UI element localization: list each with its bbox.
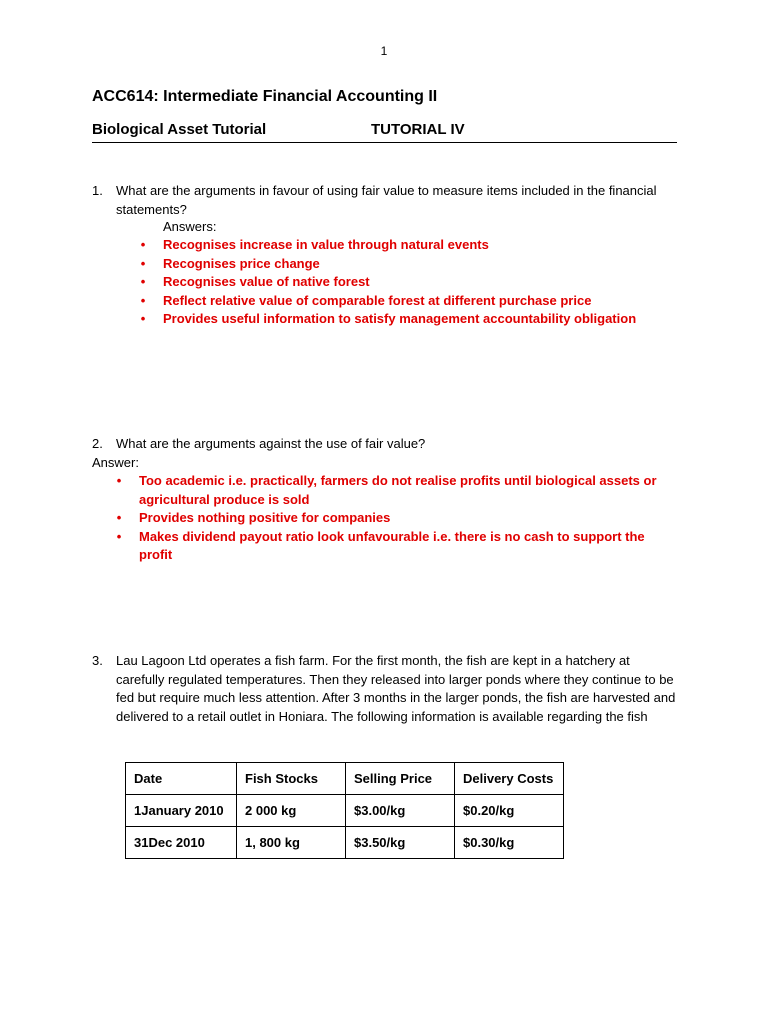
header-selling-price: Selling Price: [346, 763, 455, 795]
table-cell: $0.30/kg: [455, 827, 564, 859]
answer-text: Provides useful information to satisfy management accountability obligation: [163, 311, 637, 326]
answer-text: Recognises increase in value through natural events: [163, 237, 489, 252]
page-number: 1: [380, 44, 388, 58]
table-header-row: [126, 763, 564, 795]
table-cell: 1, 800 kg: [237, 827, 346, 859]
list-item: [140, 310, 683, 329]
fish-data-table: [125, 762, 564, 859]
tutorial-number: TUTORIAL IV: [371, 121, 465, 138]
answer-text: Reflect relative value of comparable forest at different purchase price: [163, 292, 592, 308]
answers-label: Answers:: [163, 219, 217, 234]
table-row: [126, 795, 564, 827]
table-cell: $3.50/kg: [346, 827, 455, 859]
list-item: [140, 255, 683, 274]
table-cell: 2 000 kg: [237, 795, 346, 827]
bullet-icon: •: [140, 311, 146, 326]
header-date: Date: [126, 763, 237, 795]
table-cell: 31Dec 2010: [126, 827, 237, 859]
header-fish-stocks: Fish Stocks: [237, 763, 346, 795]
question-text: What are the arguments against the use of fair value?: [116, 436, 426, 451]
question-number: 3.: [92, 653, 103, 668]
answer-text: Provides nothing positive for companies: [139, 510, 391, 525]
table-cell: $0.20/kg: [455, 795, 564, 827]
bullet-icon: •: [140, 274, 146, 289]
list-item: [116, 509, 679, 528]
list-item: [140, 292, 683, 311]
header-divider: [92, 142, 677, 143]
tutorial-subject: Biological Asset Tutorial: [92, 121, 267, 138]
question-number: 1.: [92, 183, 103, 198]
bullet-icon: •: [116, 528, 122, 544]
question-text: What are the arguments in favour of using fair value to measure items included in the financial statements?: [116, 183, 657, 217]
answer-text: Too academic i.e. practically, farmers do not realise profits until biological assets or agricultural produce is sold: [139, 473, 657, 507]
bullet-icon: •: [140, 237, 146, 252]
answer-text: Recognises price change: [163, 255, 320, 271]
table-cell: $3.00/kg: [346, 795, 455, 827]
list-item: [140, 273, 683, 292]
table-cell: 1January 2010: [126, 795, 237, 827]
list-item: [140, 236, 683, 255]
list-item: [116, 472, 679, 509]
answer-text: Recognises value of native forest: [163, 274, 370, 289]
bullet-icon: •: [140, 255, 146, 271]
answer-list-1: [140, 236, 683, 329]
header-delivery-costs: Delivery Costs: [455, 763, 564, 795]
table-row: [126, 827, 564, 859]
question-text: Lau Lagoon Ltd operates a fish farm. For the first month, the fish are kept in a hatchery at carefully regulated temperatures. Then they released into larger ponds where they continue to be fed but require much less attention. After 3 months in the larger ponds, the fish are harvested and delivered to a retail outlet in Honiara. The following information is available regarding the fish: [116, 653, 676, 724]
answer-text: Makes dividend payout ratio look unfavourable i.e. there is no cash to support the profit: [139, 528, 645, 562]
course-title: ACC614: Intermediate Financial Accounting II: [92, 88, 438, 105]
list-item: [116, 528, 679, 565]
bullet-icon: •: [140, 292, 146, 308]
answer-list-2: [116, 472, 679, 565]
bullet-icon: •: [116, 473, 122, 488]
bullet-icon: •: [116, 510, 122, 525]
question-number: 2.: [92, 436, 103, 451]
answer-label: Answer:: [92, 455, 139, 470]
